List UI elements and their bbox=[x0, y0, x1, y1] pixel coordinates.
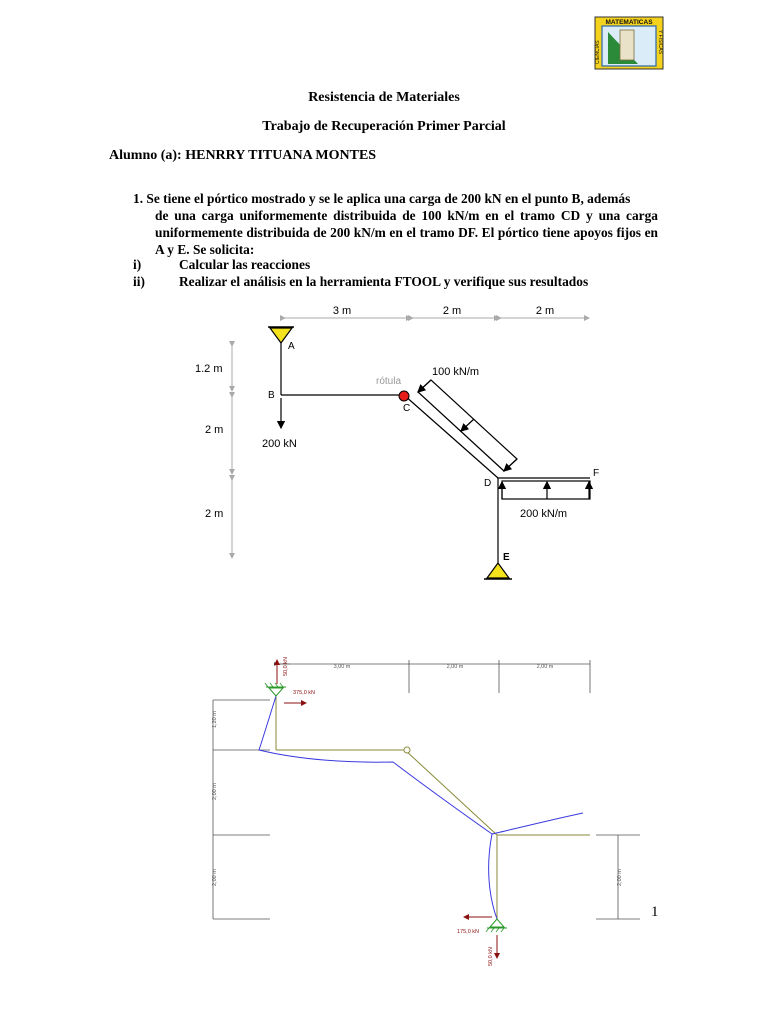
ftool-dim-left-1: 1,20 m bbox=[212, 711, 218, 728]
question-text-rest: de una carga uniformemente distribuida de 100 kN/m en el tramo CD y una carga uniformemente distribuida de 200 kN/m en el tramo DF. El pórtico tiene apoyos fijos en A y E. Se solicita: bbox=[155, 208, 658, 257]
dim-top-2: 2 m bbox=[442, 305, 462, 317]
item-text: Calcular las reacciones bbox=[179, 257, 311, 272]
ftool-dimension-lines bbox=[213, 660, 640, 919]
ftool-dim-left-3: 2,00 m bbox=[212, 869, 218, 886]
reaction-e-vertical-label: 50,0 kN bbox=[488, 947, 494, 966]
node-d-label: D bbox=[484, 478, 492, 489]
node-c-label: C bbox=[403, 403, 411, 414]
question-number: 1. bbox=[133, 191, 144, 206]
node-a-label: A bbox=[288, 341, 295, 352]
dim-top-1: 3 m bbox=[332, 305, 352, 317]
question-text-start: Se tiene el pórtico mostrado y se le aplica una carga de 200 kN en el punto B, además bbox=[146, 191, 631, 206]
page-number: 1 bbox=[651, 904, 659, 920]
ftool-dim-left-2: 2,00 m bbox=[212, 783, 218, 800]
ftool-structure bbox=[276, 696, 590, 919]
point-load-label: 200 kN bbox=[262, 438, 297, 450]
ftool-deformed-shape bbox=[259, 696, 583, 919]
item-label: ii) bbox=[133, 274, 145, 289]
document-title: Resistencia de Materiales bbox=[308, 90, 460, 105]
node-b-label: B bbox=[268, 390, 275, 401]
ftool-dim-top-1: 3,00 m bbox=[333, 664, 351, 670]
node-f-label: F bbox=[593, 468, 600, 479]
dim-left-3: 2 m bbox=[205, 508, 224, 520]
reaction-a-vertical-label: 50,0 kN bbox=[283, 657, 289, 676]
load-df-label: 200 kN/m bbox=[520, 508, 568, 520]
logo-text-top: MATEMATICAS bbox=[605, 19, 653, 26]
ftool-support-e-icon bbox=[486, 919, 507, 932]
dim-top-3: 2 m bbox=[535, 305, 555, 317]
document-subtitle: Trabajo de Recuperación Primer Parcial bbox=[262, 119, 506, 134]
reaction-e-horizontal-label: 175,0 kN bbox=[457, 929, 480, 935]
dim-left-1: 1.2 m bbox=[195, 363, 223, 375]
node-e-label: E bbox=[503, 552, 510, 563]
logo-text-left: CIENCIAS bbox=[595, 40, 601, 64]
ftool-hinge-icon bbox=[404, 747, 410, 753]
ftool-dim-top-3: 2,00 m bbox=[536, 664, 554, 670]
ftool-dim-right: 2,00 m bbox=[617, 869, 623, 886]
logo-text-right: Y FISICAS bbox=[657, 30, 663, 55]
student-name: Alumno (a): HENRRY TITUANA MONTES bbox=[109, 148, 377, 163]
hinge-label: rótula bbox=[376, 376, 402, 387]
dim-left-2: 2 m bbox=[205, 424, 224, 436]
item-text: Realizar el análisis en la herramienta FTOOL y verifique sus resultados bbox=[179, 274, 589, 289]
ftool-dim-top-2: 2,00 m bbox=[446, 664, 464, 670]
reaction-a-horizontal-label: 375,0 kN bbox=[293, 690, 316, 696]
ftool-support-a-icon bbox=[265, 683, 286, 696]
item-label: i) bbox=[133, 257, 142, 272]
load-cd-label: 100 kN/m bbox=[432, 366, 480, 378]
